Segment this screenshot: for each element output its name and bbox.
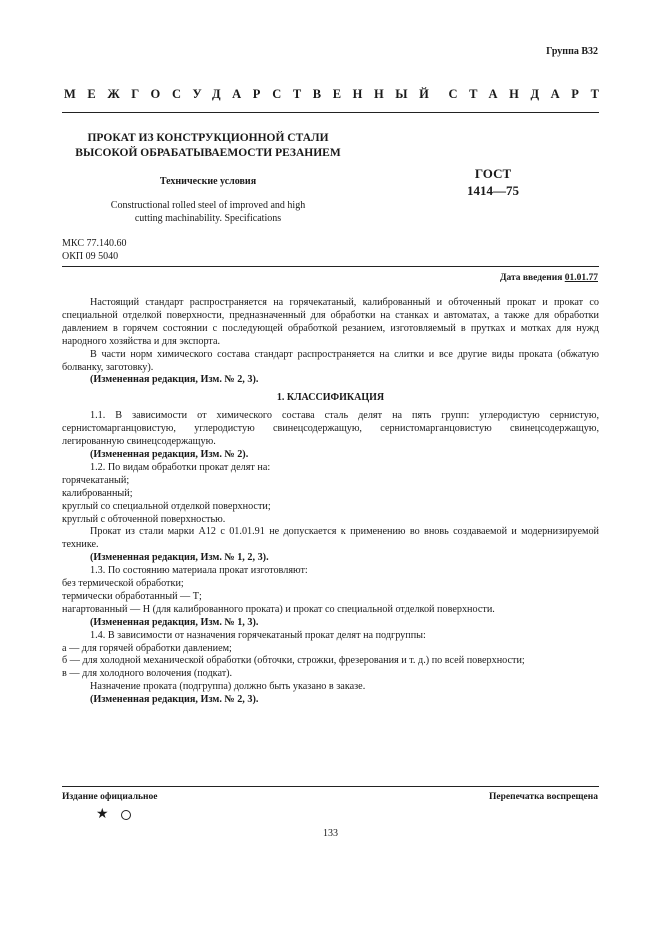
document-body bbox=[62, 297, 599, 707]
paragraph-scope-chem: В части норм химического состава стандарт распространяется на слитки и все другие виды проката (обжатую болванку, заготовку). bbox=[62, 348, 599, 373]
title-line-1: ПРОКАТ ИЗ КОНСТРУКЦИОННОЙ СТАЛИ bbox=[87, 132, 329, 144]
edition-marks bbox=[96, 806, 131, 823]
footer-rule bbox=[62, 786, 599, 787]
clause-1-3: 1.3. По состоянию материала прокат изготовляют: bbox=[90, 565, 308, 577]
list-item: круглый со специальной отделкой поверхности; bbox=[62, 500, 271, 512]
paragraph-scope: Настоящий стандарт распространяется на горячекатаный, калиброванный и обточенный прокат и прокат со специальной отделкой поверхности, предназначенный для обработки на станках и автоматах, а также для обработки давлением в горячем состоянии с последующей обработкой резанием, изготовляемый в прутках и мотках для нужд народного хозяйства и для экспорта. bbox=[62, 297, 599, 347]
revision-note: (Измененная редакция, Изм. № 2). bbox=[90, 448, 249, 460]
page-number: 133 bbox=[323, 828, 338, 839]
mid-rule bbox=[62, 266, 599, 267]
document-title bbox=[60, 131, 356, 161]
effective-date-value: 01.01.77 bbox=[564, 273, 598, 283]
list-item: калиброванный; bbox=[62, 487, 133, 499]
heading-word-interstate: МЕЖГОСУДАРСТВЕННЫЙ bbox=[64, 87, 441, 101]
standard-type-heading bbox=[64, 87, 611, 102]
star-icon: ★ bbox=[96, 807, 109, 822]
list-item: нагартованный — Н (для калиброванного проката) и прокат со специальной отделкой поверхности. bbox=[62, 603, 495, 615]
classification-codes bbox=[62, 238, 126, 263]
top-rule bbox=[62, 112, 599, 113]
list-item: в — для холодного волочения (подкат). bbox=[62, 668, 233, 680]
heading-word-standard: СТАНДАРТ bbox=[448, 87, 611, 101]
revision-note: (Измененная редакция, Изм. № 2, 3). bbox=[90, 374, 259, 386]
mks-code: МКС 77.140.60 bbox=[62, 238, 127, 249]
effective-date bbox=[500, 273, 598, 283]
official-edition-label: Издание официальное bbox=[62, 792, 158, 802]
english-title bbox=[60, 199, 356, 225]
reprint-prohibited-label: Перепечатка воспрещена bbox=[488, 792, 598, 802]
gost-designation bbox=[456, 165, 530, 199]
okp-code: ОКП 09 5040 bbox=[62, 250, 119, 262]
group-code: Группа В32 bbox=[546, 46, 598, 57]
clause-1-2: 1.2. По видам обработки прокат делят на: bbox=[90, 461, 271, 473]
section-heading-classification: 1. КЛАССИФИКАЦИЯ bbox=[276, 392, 385, 404]
effective-date-label: Дата введения bbox=[499, 273, 563, 283]
clause-1-1: 1.1. В зависимости от химического состава сталь делят на пять групп: углеродистую сернистую, сернистомарганцовистую, углеродистую свинецсодержащую, сернистомарганцовистую свинецсодержащую, легированную свинецсодержащую. bbox=[62, 410, 599, 448]
revision-note: (Измененная редакция, Изм. № 1, 2, 3). bbox=[90, 552, 269, 564]
list-item: без термической обработки; bbox=[62, 578, 184, 590]
clause-1-4: 1.4. В зависимости от назначения горячекатаный прокат делят на подгруппы: bbox=[90, 629, 426, 641]
list-item: а — для горячей обработки давлением; bbox=[62, 642, 232, 654]
clause-1-2-note: Прокат из стали марки А12 с 01.01.91 не допускается к применению во вновь создаваемой и модернизируемой технике. bbox=[62, 526, 599, 551]
clause-1-4-note: Назначение проката (подгруппа) должно быть указано в заказе. bbox=[90, 681, 366, 693]
english-title-line-2: cutting machinability. Specifications bbox=[134, 213, 282, 224]
gost-number: 1414—75 bbox=[467, 183, 519, 198]
revision-note: (Измененная редакция, Изм. № 2, 3). bbox=[90, 694, 259, 706]
list-item: круглый с обточенной поверхностью. bbox=[62, 513, 226, 525]
circle-icon bbox=[121, 810, 131, 820]
title-line-2: ВЫСОКОЙ ОБРАБАТЫВАЕМОСТИ РЕЗАНИЕМ bbox=[75, 147, 341, 159]
list-item: б — для холодной механической обработки (обточки, строжки, фрезерования и т. д.) по всей поверхности; bbox=[62, 655, 525, 667]
list-item: термически обработанный — Т; bbox=[62, 590, 202, 602]
list-item: горячекатаный; bbox=[62, 474, 130, 486]
revision-note: (Измененная редакция, Изм. № 1, 3). bbox=[90, 616, 259, 628]
gost-label: ГОСТ bbox=[474, 166, 512, 181]
document-subtitle: Технические условия bbox=[159, 176, 257, 187]
english-title-line-1: Constructional rolled steel of improved and high bbox=[110, 200, 306, 211]
